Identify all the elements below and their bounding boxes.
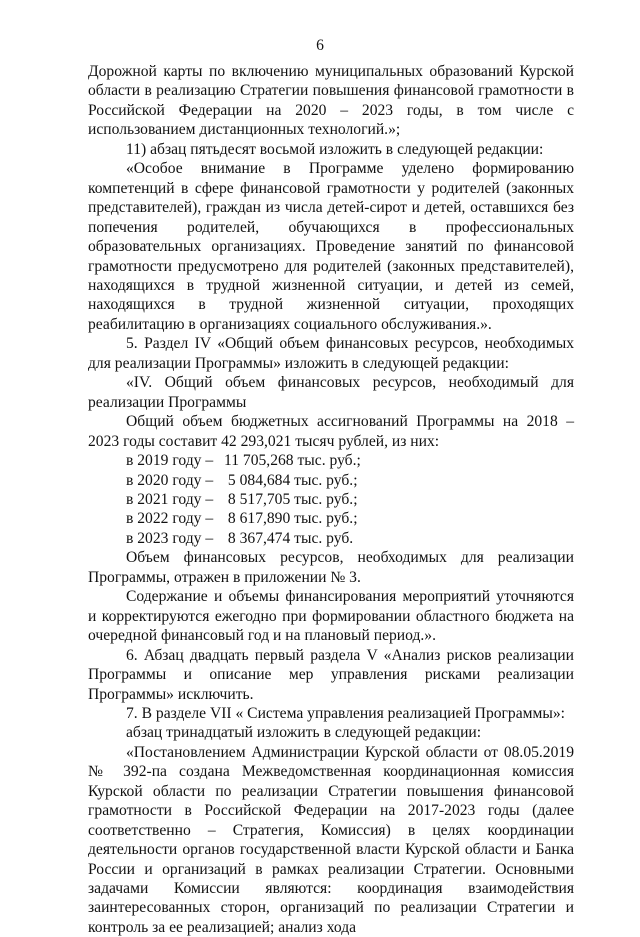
document-body <box>88 62 574 937</box>
page-number: 6 <box>316 37 324 54</box>
paragraph: 11) абзац пятьдесят восьмой изложить в следующей редакции: <box>126 140 544 158</box>
budget-year-row <box>88 509 574 528</box>
budget-amount: 8 617,890 тыс. руб.; <box>224 510 358 528</box>
paragraph: «Постановлением Администрации Курской области от 08.05.2019 № 392-па создана Межведомственная координационная комиссия Курской области по реализации Стратегии повышения финансовой грамотности в Российской Федерации на 2017-2023 годы (далее соответственно – Стратегия, Комиссия) в целях координации деятельности органов государственной власти Курской области и Банка России и организаций в рамках реализации Стратегии. Основными задачами Комиссии являются: координация взаимодействия заинтересованных сторон, организаций по реализации Стратегии и контроль за ее реализацией; анализ хода <box>88 743 574 936</box>
budget-year-row <box>88 490 574 509</box>
paragraph: Общий объем бюджетных ассигнований Программы на 2018 – 2023 годы составит 42 293,021 тысяч рублей, из них: <box>88 413 574 450</box>
paragraph: 7. В разделе VII « Система управления реализацией Программы»: <box>126 704 565 722</box>
budget-amount: 8 367,474 тыс. руб. <box>224 529 354 547</box>
paragraph: 5. Раздел IV «Общий объем финансовых ресурсов, необходимых для реализации Программы» изложить в следующей редакции: <box>88 335 574 372</box>
budget-year: в 2022 году – <box>126 510 214 528</box>
budget-amount: 8 517,705 тыс. руб.; <box>224 490 358 508</box>
budget-year: в 2020 году – <box>126 471 214 489</box>
budget-year-row <box>88 451 574 470</box>
paragraph: Содержание и объемы финансирования мероприятий уточняются и корректируются ежегодно при формировании областного бюджета на очередной финансовый год и на плановый период.». <box>88 588 574 645</box>
paragraph: Объем финансовых ресурсов, необходимых для реализации Программы, отражен в приложении № 3. <box>88 549 574 586</box>
budget-by-year-list <box>88 451 574 548</box>
paragraph: абзац тринадцатый изложить в следующей редакции: <box>126 724 482 742</box>
budget-year-row <box>88 529 574 548</box>
budget-year-row <box>88 471 574 490</box>
paragraph: Дорожной карты по включению муниципальных образований Курской области в реализацию Стратегии повышения финансовой грамотности в Российской Федерации на 2020 – 2023 годы, в том числе с использованием дистанционных технологий.»; <box>88 63 574 139</box>
budget-year: в 2023 году – <box>126 529 214 547</box>
budget-amount: 11 705,268 тыс. руб.; <box>224 452 361 470</box>
paragraph: 6. Абзац двадцать первый раздела V «Анализ рисков реализации Программы и описание мер управления рисками реализации Программы» исключить. <box>88 646 574 703</box>
budget-year: в 2019 году – <box>126 452 214 470</box>
budget-amount: 5 084,684 тыс. руб.; <box>224 471 358 489</box>
paragraph: «Особое внимание в Программе уделено формированию компетенций в сфере финансовой грамотности у родителей (законных представителей), граждан из числа детей-сирот и детей, оставшихся без попечения родителей, обучающихся в профессиональных образовательных организациях. Проведение занятий по финансовой грамотности предусмотрено для родителей (законных представителей), находящихся в трудной жизненной ситуации, и детей из семей, находящихся в трудной жизненной ситуации, проходящих реабилитацию в организациях социального обслуживания.». <box>88 160 574 333</box>
budget-year: в 2021 году – <box>126 490 214 508</box>
paragraph: «IV. Общий объем финансовых ресурсов, необходимый для реализации Программы <box>88 374 574 411</box>
